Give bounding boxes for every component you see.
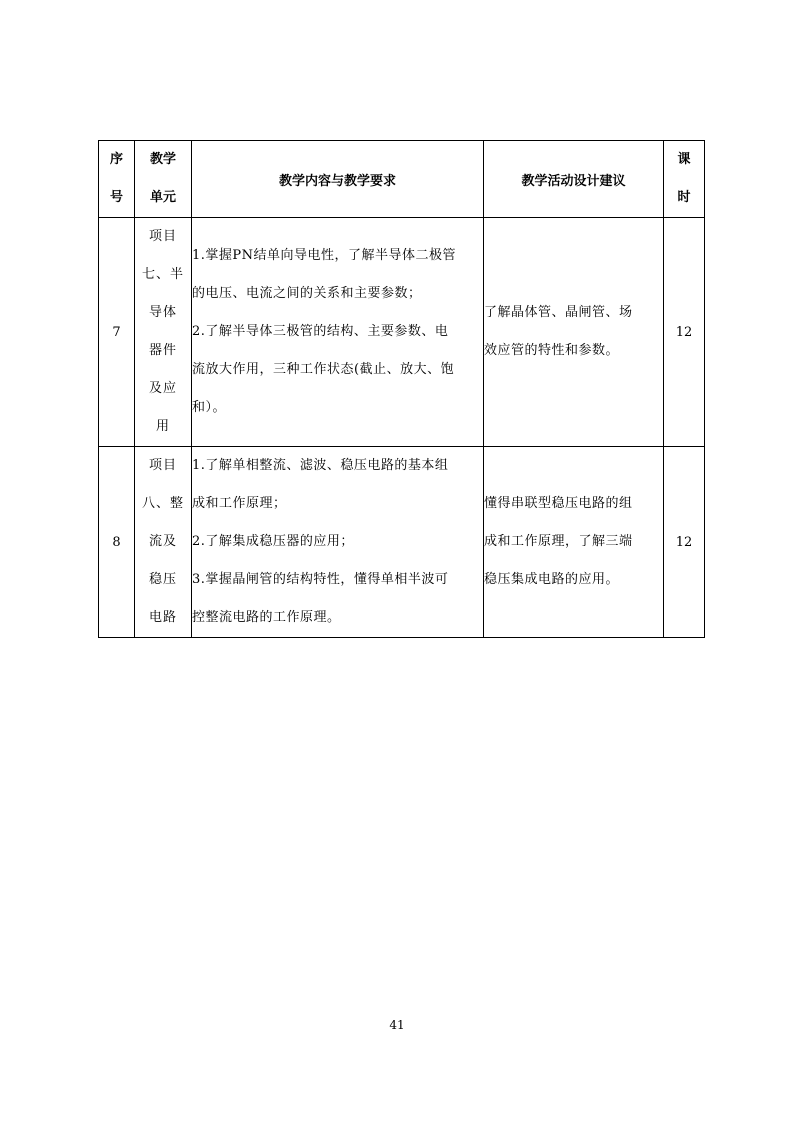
content-line: 成和工作原理；	[192, 496, 287, 511]
row-index: 8	[99, 447, 135, 638]
header-hours	[664, 141, 705, 218]
header-index	[99, 141, 135, 218]
header-row	[99, 141, 705, 218]
content-line: 2.了解集成稳压器的应用；	[192, 534, 354, 549]
content-line: 2.了解半导体三极管的结构、主要参数、电	[192, 324, 449, 339]
unit-line: 项目	[148, 229, 177, 244]
header-unit-line: 教学	[149, 152, 176, 167]
header-index-line: 号	[109, 190, 123, 205]
activity-line: 成和工作原理，了解三端	[484, 534, 633, 549]
row-hours: 12	[664, 218, 705, 447]
unit-line: 项目	[148, 458, 177, 473]
unit-line: 七、半	[141, 267, 184, 282]
table-row	[99, 218, 705, 447]
row-hours: 12	[664, 447, 705, 638]
row-activity	[484, 218, 664, 447]
header-activity: 教学活动设计建议	[484, 141, 664, 218]
content-line: 流放大作用，三种工作状态(截止、放大、饱	[192, 362, 455, 377]
activity-line: 稳压集成电路的应用。	[484, 572, 620, 587]
unit-line: 电路	[148, 610, 177, 625]
table-row	[99, 447, 705, 638]
header-hours-line: 时	[677, 190, 691, 205]
header-unit	[135, 141, 192, 218]
row-activity	[484, 447, 664, 638]
activity-line: 效应管的特性和参数。	[484, 343, 620, 358]
unit-line: 流及	[148, 534, 177, 549]
row-index: 7	[99, 218, 135, 447]
unit-line: 八、整	[141, 496, 184, 511]
unit-line: 稳压	[148, 572, 177, 587]
unit-line: 器件	[148, 343, 177, 358]
unit-line: 及应	[148, 381, 177, 396]
header-index-line: 序	[109, 152, 123, 167]
row-content	[192, 447, 484, 638]
header-unit-line: 单元	[149, 190, 176, 205]
content-line: 1.掌握PN结单向导电性，了解半导体二极管	[192, 248, 457, 263]
row-content	[192, 218, 484, 447]
page-number: 41	[389, 1018, 405, 1032]
content-line: 控整流电路的工作原理。	[192, 610, 341, 625]
activity-line: 了解晶体管、晶闸管、场	[484, 305, 633, 320]
activity-line: 懂得串联型稳压电路的组	[484, 496, 633, 511]
content-line: 和）。	[192, 400, 227, 415]
header-content: 教学内容与教学要求	[192, 141, 484, 218]
content-line: 的电压、电流之间的关系和主要参数；	[192, 286, 422, 301]
row-unit	[135, 447, 192, 638]
unit-line: 导体	[148, 305, 177, 320]
content-line: 1.了解单相整流、滤波、稳压电路的基本组	[192, 458, 449, 473]
header-hours-line: 课	[677, 152, 691, 167]
syllabus-table	[98, 140, 705, 638]
unit-line: 用	[155, 419, 170, 434]
row-unit	[135, 218, 192, 447]
content-line: 3.掌握晶闸管的结构特性，懂得单相半波可	[192, 572, 449, 587]
